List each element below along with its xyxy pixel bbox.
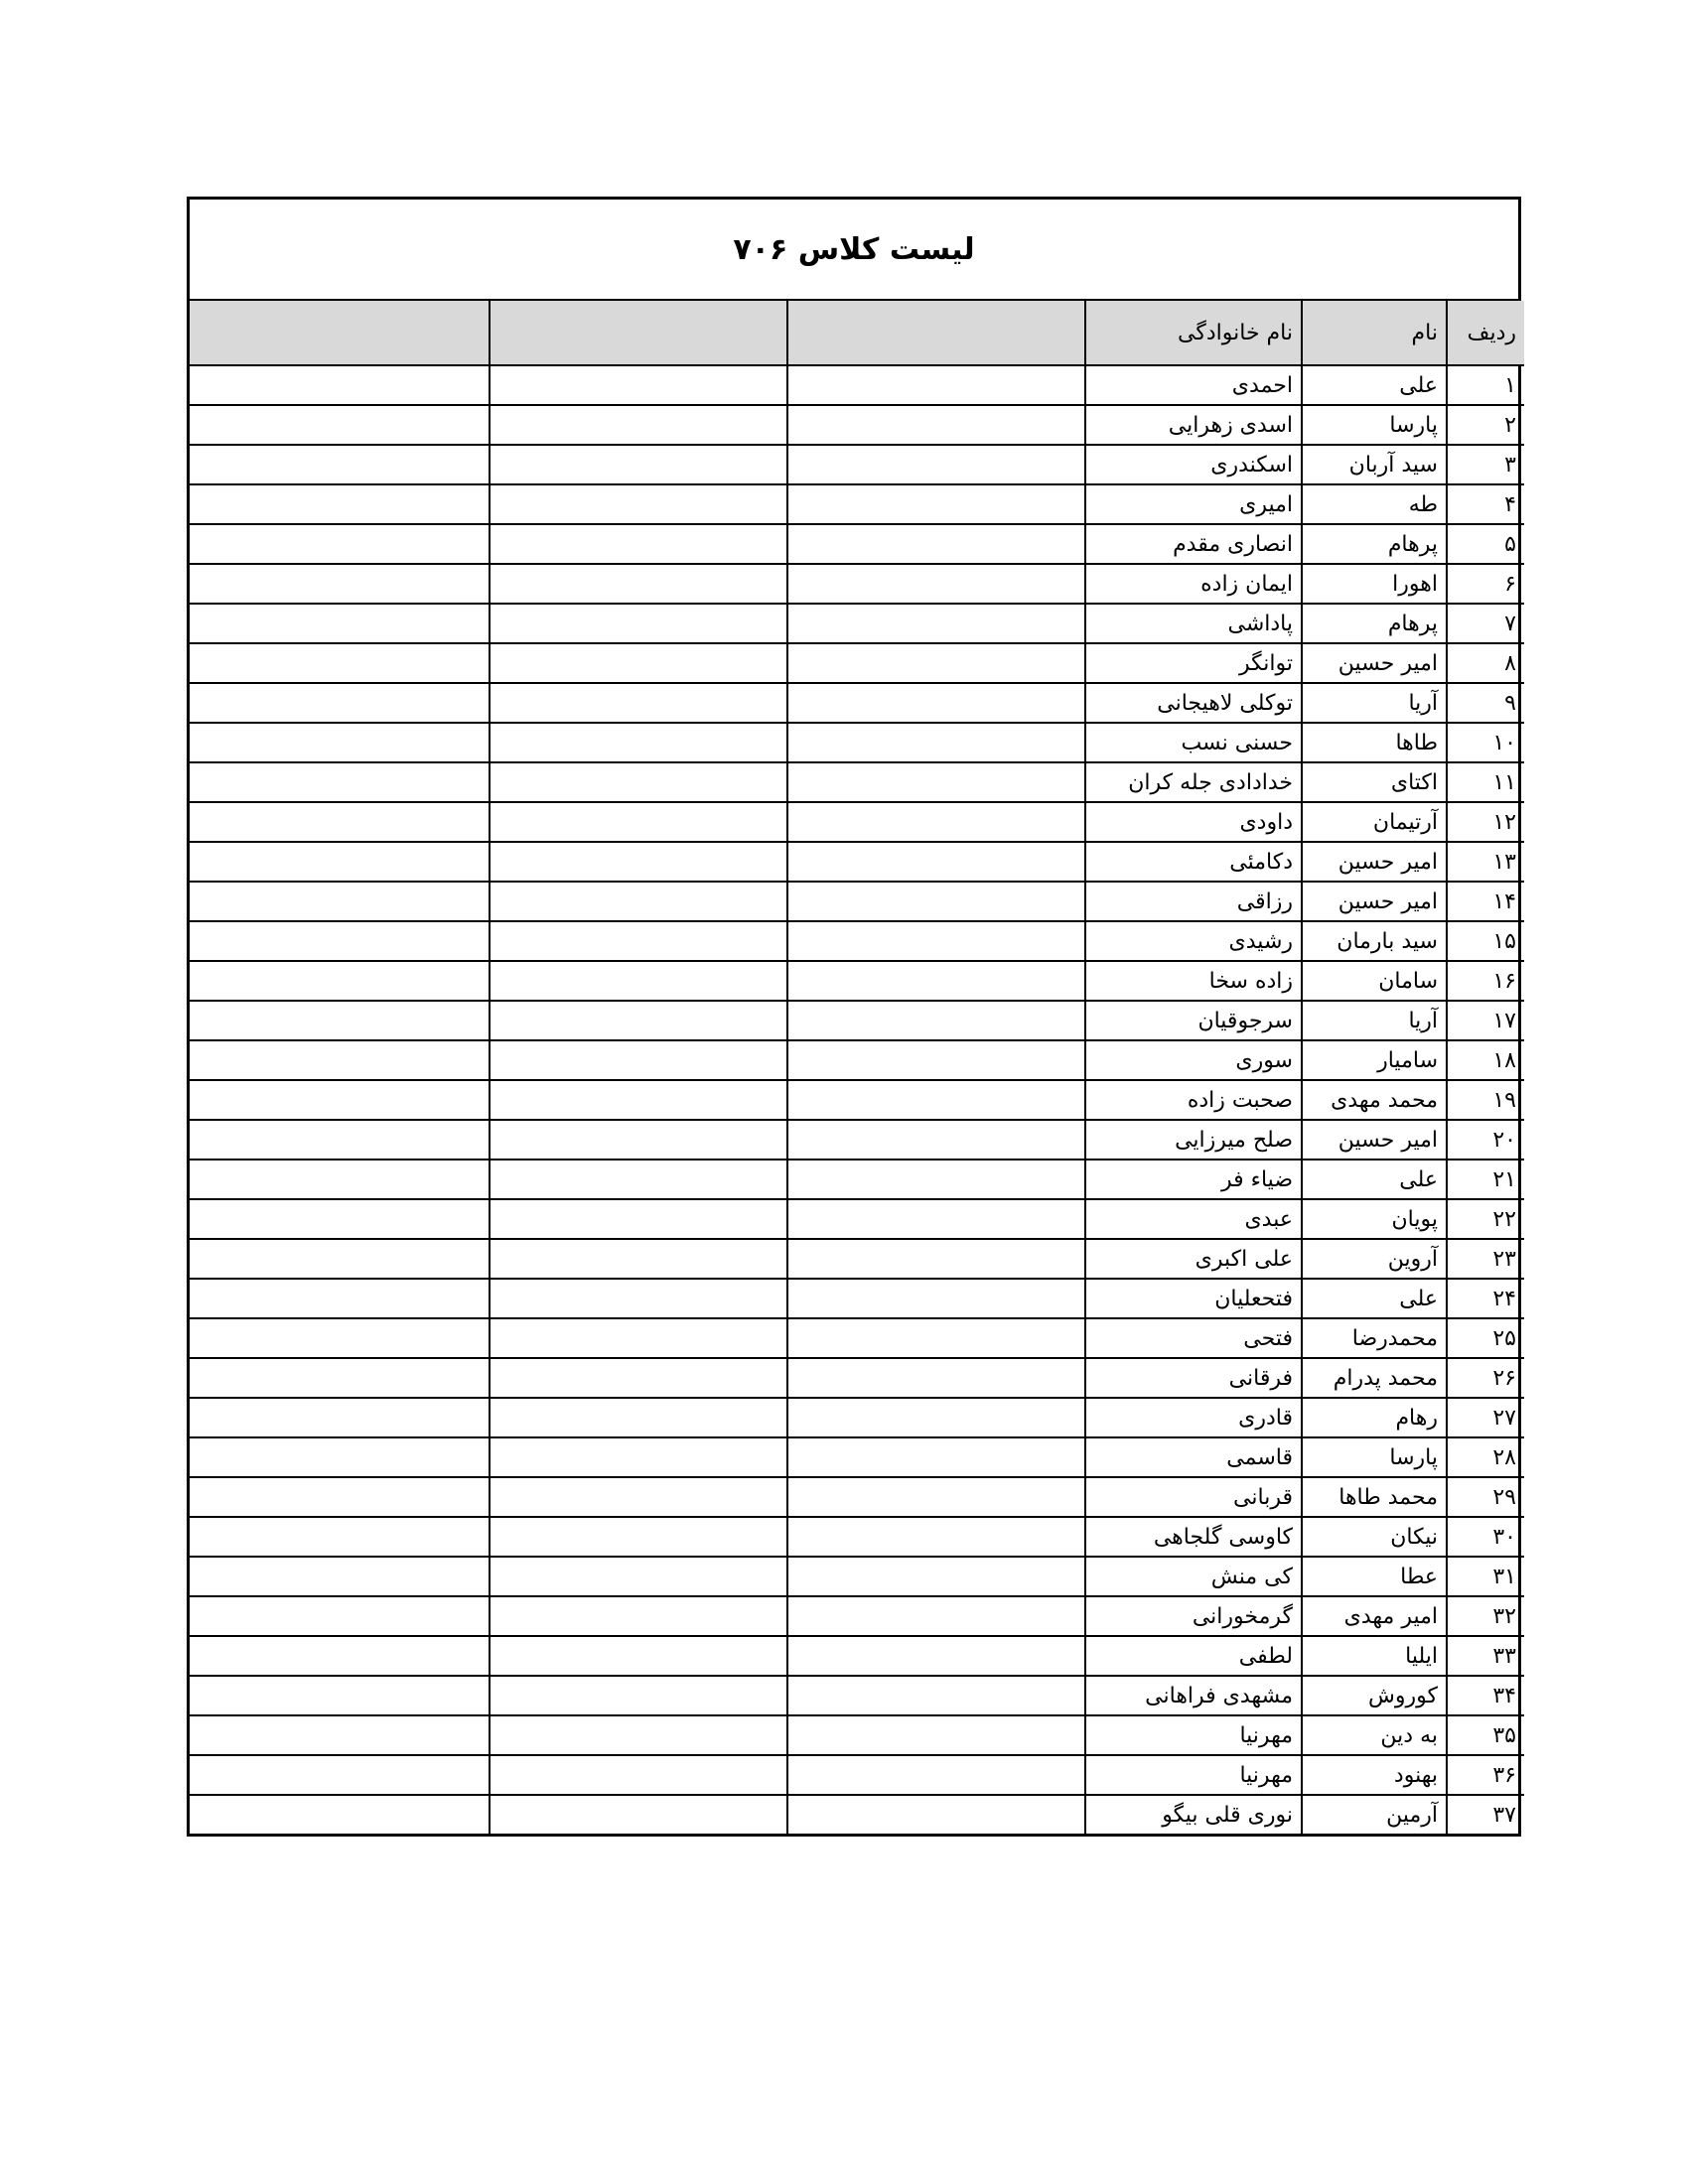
- first-name-cell: سید آربان: [1302, 445, 1447, 484]
- blank-cell: [787, 1557, 1085, 1596]
- row-number-cell: ۳۳: [1447, 1636, 1524, 1676]
- blank-cell: [190, 683, 490, 723]
- row-number-cell: ۱۷: [1447, 1001, 1524, 1040]
- first-name-cell: علی: [1302, 365, 1447, 405]
- blank-cell: [190, 1596, 490, 1636]
- blank-cell: [490, 445, 787, 484]
- row-number-cell: ۳: [1447, 445, 1524, 484]
- table-row: [190, 921, 1524, 961]
- first-name-cell: امیر حسین: [1302, 1120, 1447, 1160]
- first-name-cell: طاها: [1302, 723, 1447, 762]
- table-row: [190, 1358, 1524, 1398]
- table-row: [190, 1239, 1524, 1279]
- row-number-cell: ۲۴: [1447, 1279, 1524, 1318]
- first-name-cell: آروین: [1302, 1239, 1447, 1279]
- first-name-cell: آرمین: [1302, 1795, 1447, 1834]
- blank-cell: [190, 1040, 490, 1080]
- row-number-cell: ۲۸: [1447, 1437, 1524, 1477]
- row-number-cell: ۱۳: [1447, 842, 1524, 882]
- first-name-cell: کوروش: [1302, 1676, 1447, 1715]
- table-row: [190, 1755, 1524, 1795]
- row-number-cell: ۲۵: [1447, 1318, 1524, 1358]
- blank-cell: [190, 1517, 490, 1557]
- first-name-cell: عطا: [1302, 1557, 1447, 1596]
- blank-cell: [490, 524, 787, 564]
- last-name-cell: مهرنیا: [1085, 1715, 1302, 1755]
- last-name-cell: قربانی: [1085, 1477, 1302, 1517]
- row-number-cell: ۱۰: [1447, 723, 1524, 762]
- last-name-cell: احمدی: [1085, 365, 1302, 405]
- blank-cell: [787, 524, 1085, 564]
- first-name-cell: علی: [1302, 1279, 1447, 1318]
- blank-cell: [787, 365, 1085, 405]
- last-name-cell: خدادادی جله کران: [1085, 762, 1302, 802]
- blank-cell: [787, 445, 1085, 484]
- last-name-cell: مشهدی فراهانی: [1085, 1676, 1302, 1715]
- blank-cell: [490, 1318, 787, 1358]
- first-name-cell: طه: [1302, 484, 1447, 524]
- row-number-cell: ۱۲: [1447, 802, 1524, 842]
- blank-cell: [490, 723, 787, 762]
- last-name-cell: حسنی نسب: [1085, 723, 1302, 762]
- row-number-cell: ۴: [1447, 484, 1524, 524]
- blank-cell: [190, 1160, 490, 1199]
- blank-cell: [190, 1279, 490, 1318]
- table-row: [190, 1676, 1524, 1715]
- blank-cell: [787, 1517, 1085, 1557]
- blank-cell: [490, 1199, 787, 1239]
- table-row: [190, 564, 1524, 604]
- first-name-cell: امیر حسین: [1302, 842, 1447, 882]
- row-number-cell: ۳۷: [1447, 1795, 1524, 1834]
- blank-cell: [190, 604, 490, 643]
- last-name-cell: فرقانی: [1085, 1358, 1302, 1398]
- table-row: [190, 683, 1524, 723]
- blank-cell: [787, 961, 1085, 1001]
- blank-cell: [190, 1755, 490, 1795]
- blank-cell: [490, 1636, 787, 1676]
- row-number-cell: ۸: [1447, 643, 1524, 683]
- blank-cell: [190, 1080, 490, 1120]
- blank-cell: [490, 1080, 787, 1120]
- blank-cell: [190, 1676, 490, 1715]
- table-body: [190, 365, 1524, 1834]
- table-row: [190, 802, 1524, 842]
- blank-cell: [787, 1358, 1085, 1398]
- table-row: [190, 445, 1524, 484]
- last-name-cell: علی اکبری: [1085, 1239, 1302, 1279]
- table-row: [190, 882, 1524, 921]
- header-last-name: نام خانوادگی: [1085, 301, 1302, 365]
- blank-cell: [190, 882, 490, 921]
- blank-cell: [190, 921, 490, 961]
- blank-cell: [190, 1120, 490, 1160]
- first-name-cell: آرتیمان: [1302, 802, 1447, 842]
- first-name-cell: امیر حسین: [1302, 882, 1447, 921]
- row-number-cell: ۲۰: [1447, 1120, 1524, 1160]
- row-number-cell: ۱: [1447, 365, 1524, 405]
- blank-cell: [787, 1676, 1085, 1715]
- last-name-cell: فتحعلیان: [1085, 1279, 1302, 1318]
- blank-cell: [490, 604, 787, 643]
- blank-cell: [490, 683, 787, 723]
- blank-cell: [190, 1398, 490, 1437]
- row-number-cell: ۵: [1447, 524, 1524, 564]
- last-name-cell: لطفی: [1085, 1636, 1302, 1676]
- table-row: [190, 1517, 1524, 1557]
- row-number-cell: ۳۶: [1447, 1755, 1524, 1795]
- blank-cell: [787, 564, 1085, 604]
- row-number-cell: ۲۲: [1447, 1199, 1524, 1239]
- table-row: [190, 1001, 1524, 1040]
- row-number-cell: ۲۷: [1447, 1398, 1524, 1437]
- first-name-cell: آریا: [1302, 683, 1447, 723]
- last-name-cell: کی منش: [1085, 1557, 1302, 1596]
- last-name-cell: اسدی زهرایی: [1085, 405, 1302, 445]
- blank-cell: [787, 1239, 1085, 1279]
- table-row: [190, 723, 1524, 762]
- blank-cell: [490, 1279, 787, 1318]
- row-number-cell: ۳۲: [1447, 1596, 1524, 1636]
- blank-cell: [190, 1239, 490, 1279]
- row-number-cell: ۳۵: [1447, 1715, 1524, 1755]
- first-name-cell: پرهام: [1302, 604, 1447, 643]
- blank-cell: [787, 683, 1085, 723]
- last-name-cell: ضیاء فر: [1085, 1160, 1302, 1199]
- blank-cell: [490, 1437, 787, 1477]
- blank-cell: [190, 1001, 490, 1040]
- blank-cell: [490, 1001, 787, 1040]
- row-number-cell: ۲: [1447, 405, 1524, 445]
- blank-cell: [190, 961, 490, 1001]
- first-name-cell: امیر مهدی: [1302, 1596, 1447, 1636]
- row-number-cell: ۲۳: [1447, 1239, 1524, 1279]
- table-row: [190, 1795, 1524, 1834]
- row-number-cell: ۳۰: [1447, 1517, 1524, 1557]
- blank-cell: [490, 1239, 787, 1279]
- table-row: [190, 1318, 1524, 1358]
- blank-cell: [490, 1596, 787, 1636]
- last-name-cell: امیری: [1085, 484, 1302, 524]
- table-row: [190, 1080, 1524, 1120]
- table-row: [190, 643, 1524, 683]
- blank-cell: [787, 643, 1085, 683]
- first-name-cell: رهام: [1302, 1398, 1447, 1437]
- first-name-cell: پویان: [1302, 1199, 1447, 1239]
- first-name-cell: امیر حسین: [1302, 643, 1447, 683]
- blank-cell: [787, 484, 1085, 524]
- first-name-cell: پارسا: [1302, 1437, 1447, 1477]
- row-number-cell: ۲۶: [1447, 1358, 1524, 1398]
- blank-cell: [190, 1557, 490, 1596]
- last-name-cell: قادری: [1085, 1398, 1302, 1437]
- first-name-cell: آریا: [1302, 1001, 1447, 1040]
- table-row: [190, 1160, 1524, 1199]
- blank-cell: [787, 405, 1085, 445]
- blank-cell: [490, 1715, 787, 1755]
- last-name-cell: نوری قلی بیگو: [1085, 1795, 1302, 1834]
- first-name-cell: علی: [1302, 1160, 1447, 1199]
- first-name-cell: به دین: [1302, 1715, 1447, 1755]
- blank-cell: [787, 1199, 1085, 1239]
- last-name-cell: سوری: [1085, 1040, 1302, 1080]
- blank-cell: [190, 1199, 490, 1239]
- first-name-cell: سامان: [1302, 961, 1447, 1001]
- blank-cell: [190, 405, 490, 445]
- blank-cell: [787, 882, 1085, 921]
- blank-cell: [490, 842, 787, 882]
- class-list-sheet: [187, 197, 1521, 1837]
- blank-cell: [490, 405, 787, 445]
- table-row: [190, 1557, 1524, 1596]
- table-row: [190, 405, 1524, 445]
- student-table: [190, 301, 1524, 1834]
- blank-cell: [490, 365, 787, 405]
- blank-cell: [787, 1755, 1085, 1795]
- blank-cell: [490, 961, 787, 1001]
- last-name-cell: پاداشی: [1085, 604, 1302, 643]
- table-row: [190, 1437, 1524, 1477]
- blank-cell: [190, 1636, 490, 1676]
- blank-cell: [190, 802, 490, 842]
- table-row: [190, 604, 1524, 643]
- table-row: [190, 961, 1524, 1001]
- table-row: [190, 762, 1524, 802]
- blank-cell: [787, 1040, 1085, 1080]
- first-name-cell: محمد مهدی: [1302, 1080, 1447, 1120]
- blank-cell: [190, 1318, 490, 1358]
- table-row: [190, 1279, 1524, 1318]
- header-first-name: نام: [1302, 301, 1447, 365]
- last-name-cell: زاده سخا: [1085, 961, 1302, 1001]
- blank-cell: [190, 643, 490, 683]
- title-bar: [190, 200, 1518, 301]
- last-name-cell: ایمان زاده: [1085, 564, 1302, 604]
- blank-cell: [787, 1715, 1085, 1755]
- blank-cell: [490, 1120, 787, 1160]
- last-name-cell: فتحی: [1085, 1318, 1302, 1358]
- last-name-cell: اسکندری: [1085, 445, 1302, 484]
- blank-cell: [490, 643, 787, 683]
- first-name-cell: ایلیا: [1302, 1636, 1447, 1676]
- table-row: [190, 1398, 1524, 1437]
- blank-cell: [787, 762, 1085, 802]
- blank-cell: [490, 802, 787, 842]
- row-number-cell: ۲۱: [1447, 1160, 1524, 1199]
- blank-cell: [787, 921, 1085, 961]
- blank-cell: [190, 484, 490, 524]
- first-name-cell: اهورا: [1302, 564, 1447, 604]
- blank-cell: [787, 1160, 1085, 1199]
- blank-cell: [490, 1398, 787, 1437]
- row-number-cell: ۹: [1447, 683, 1524, 723]
- row-number-cell: ۱۸: [1447, 1040, 1524, 1080]
- blank-cell: [787, 1636, 1085, 1676]
- blank-cell: [190, 564, 490, 604]
- last-name-cell: صلح میرزایی: [1085, 1120, 1302, 1160]
- last-name-cell: رشیدی: [1085, 921, 1302, 961]
- blank-cell: [190, 762, 490, 802]
- blank-cell: [190, 445, 490, 484]
- table-row: [190, 484, 1524, 524]
- last-name-cell: قاسمی: [1085, 1437, 1302, 1477]
- blank-cell: [490, 1676, 787, 1715]
- blank-cell: [490, 882, 787, 921]
- first-name-cell: پرهام: [1302, 524, 1447, 564]
- last-name-cell: کاوسی گلجاهی: [1085, 1517, 1302, 1557]
- last-name-cell: دکامئی: [1085, 842, 1302, 882]
- blank-cell: [190, 1437, 490, 1477]
- table-row: [190, 1596, 1524, 1636]
- first-name-cell: نیکان: [1302, 1517, 1447, 1557]
- blank-cell: [190, 1715, 490, 1755]
- table-row: [190, 1477, 1524, 1517]
- row-number-cell: ۱۶: [1447, 961, 1524, 1001]
- header-row: [190, 301, 1524, 365]
- first-name-cell: سید بارمان: [1302, 921, 1447, 961]
- last-name-cell: انصاری مقدم: [1085, 524, 1302, 564]
- blank-cell: [787, 1279, 1085, 1318]
- blank-cell: [190, 723, 490, 762]
- last-name-cell: توانگر: [1085, 643, 1302, 683]
- blank-cell: [490, 1040, 787, 1080]
- row-number-cell: ۳۱: [1447, 1557, 1524, 1596]
- first-name-cell: بهنود: [1302, 1755, 1447, 1795]
- table-row: [190, 1715, 1524, 1755]
- blank-cell: [787, 1120, 1085, 1160]
- blank-cell: [190, 1795, 490, 1834]
- table-row: [190, 1636, 1524, 1676]
- blank-cell: [787, 1001, 1085, 1040]
- blank-cell: [190, 524, 490, 564]
- table-row: [190, 365, 1524, 405]
- last-name-cell: داودی: [1085, 802, 1302, 842]
- blank-cell: [190, 365, 490, 405]
- table-row: [190, 524, 1524, 564]
- blank-cell: [787, 1596, 1085, 1636]
- row-number-cell: ۱۱: [1447, 762, 1524, 802]
- last-name-cell: گرمخورانی: [1085, 1596, 1302, 1636]
- first-name-cell: سامیار: [1302, 1040, 1447, 1080]
- table-row: [190, 1040, 1524, 1080]
- blank-cell: [787, 1795, 1085, 1834]
- blank-cell: [787, 1477, 1085, 1517]
- blank-cell: [490, 1358, 787, 1398]
- blank-cell: [190, 1477, 490, 1517]
- blank-cell: [787, 1437, 1085, 1477]
- row-number-cell: ۷: [1447, 604, 1524, 643]
- blank-cell: [490, 1160, 787, 1199]
- row-number-cell: ۱۹: [1447, 1080, 1524, 1120]
- row-number-cell: ۶: [1447, 564, 1524, 604]
- blank-cell: [490, 484, 787, 524]
- blank-cell: [787, 842, 1085, 882]
- blank-cell: [787, 1080, 1085, 1120]
- row-number-cell: ۳۴: [1447, 1676, 1524, 1715]
- last-name-cell: توکلی لاهیجانی: [1085, 683, 1302, 723]
- row-number-cell: ۲۹: [1447, 1477, 1524, 1517]
- blank-cell: [787, 802, 1085, 842]
- last-name-cell: رزاقی: [1085, 882, 1302, 921]
- first-name-cell: پارسا: [1302, 405, 1447, 445]
- last-name-cell: مهرنیا: [1085, 1755, 1302, 1795]
- last-name-cell: سرجوقیان: [1085, 1001, 1302, 1040]
- page-title: لیست کلاس ۷۰۶: [733, 231, 975, 267]
- last-name-cell: عبدی: [1085, 1199, 1302, 1239]
- first-name-cell: محمد پدرام: [1302, 1358, 1447, 1398]
- blank-cell: [490, 1517, 787, 1557]
- last-name-cell: صحبت زاده: [1085, 1080, 1302, 1120]
- blank-cell: [490, 1755, 787, 1795]
- blank-cell: [490, 1557, 787, 1596]
- header-row-number: ردیف: [1447, 301, 1524, 365]
- blank-cell: [787, 1398, 1085, 1437]
- blank-cell: [787, 604, 1085, 643]
- blank-cell: [490, 1477, 787, 1517]
- blank-cell: [490, 762, 787, 802]
- first-name-cell: محمد طاها: [1302, 1477, 1447, 1517]
- blank-cell: [787, 723, 1085, 762]
- header-extra-3: [190, 301, 490, 365]
- blank-cell: [490, 564, 787, 604]
- first-name-cell: محمدرضا: [1302, 1318, 1447, 1358]
- table-row: [190, 1199, 1524, 1239]
- blank-cell: [190, 1358, 490, 1398]
- blank-cell: [490, 1795, 787, 1834]
- first-name-cell: اکتای: [1302, 762, 1447, 802]
- blank-cell: [787, 1318, 1085, 1358]
- row-number-cell: ۱۵: [1447, 921, 1524, 961]
- table-row: [190, 842, 1524, 882]
- header-extra-1: [787, 301, 1085, 365]
- header-extra-2: [490, 301, 787, 365]
- blank-cell: [490, 921, 787, 961]
- table-row: [190, 1120, 1524, 1160]
- row-number-cell: ۱۴: [1447, 882, 1524, 921]
- blank-cell: [190, 842, 490, 882]
